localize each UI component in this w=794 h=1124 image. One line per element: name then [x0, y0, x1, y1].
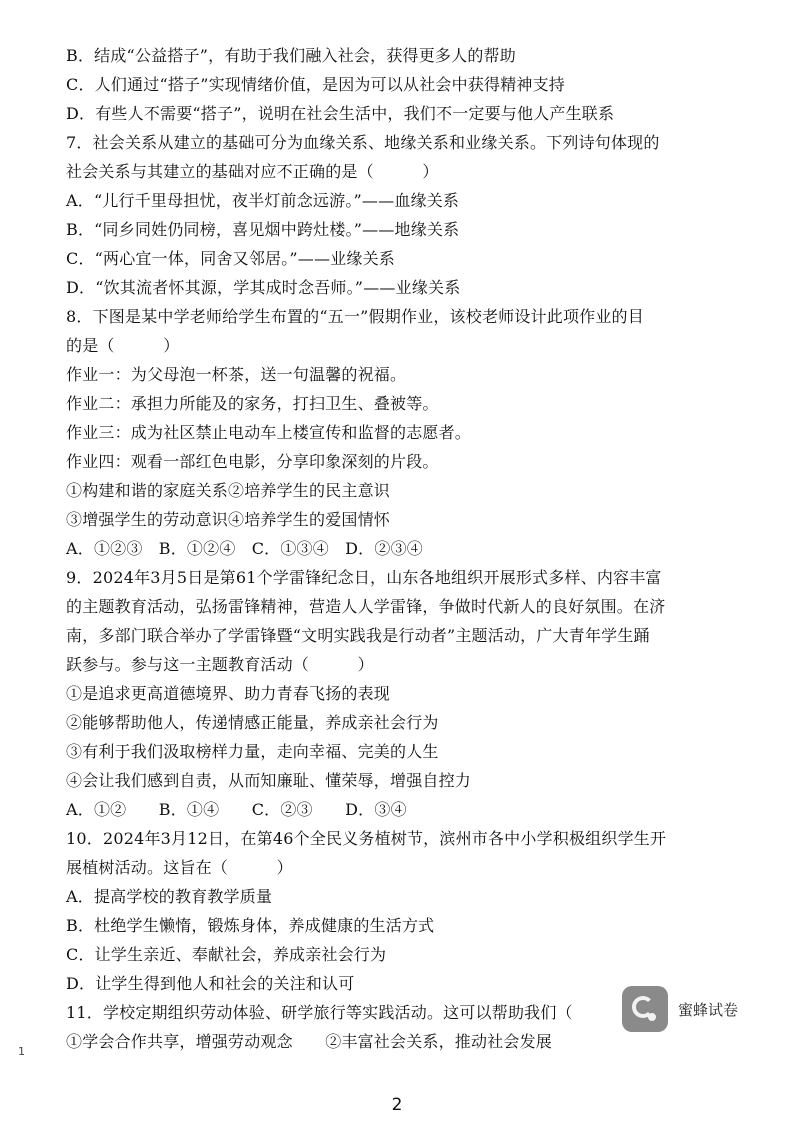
watermark-text: 蜜蜂试卷 [678, 1000, 739, 1019]
question-10-option-c: C．让学生亲近、奉献社会，养成亲社会行为 [66, 945, 387, 964]
question-9-statement-4: ④会让我们感到自责，从而知廉耻、懂荣辱，增强自控力 [66, 771, 472, 790]
question-8-statements-2: ③增强学生的劳动意识④培养学生的爱国情怀 [66, 510, 391, 529]
question-10-option-a: A．提高学校的教育教学质量 [66, 887, 273, 906]
question-9-stem-line-3: 南，多部门联合举办了学雷锋暨“文明实践我是行动者”主题活动，广大青年学生踊 [66, 626, 650, 645]
question-11-statements: ①学会合作共享，增强劳动观念 ②丰富社会关系，推动社会发展 [66, 1032, 553, 1051]
question-9-stem-line-1: 9．2024年3月5日是第61个学雷锋纪念日，山东各地组织开展形式多样、内容丰富 [66, 568, 662, 587]
bee-logo-icon [622, 986, 668, 1032]
homework-item-3: 作业三：成为社区禁止电动车上楼宣传和监督的志愿者。 [66, 423, 472, 442]
question-8-statements-1: ①构建和谐的家庭关系②培养学生的民主意识 [66, 481, 391, 500]
question-6-option-d: D．有些人不需要“搭子”，说明在社会生活中，我们不一定要与他人产生联系 [66, 104, 615, 123]
question-10-stem-line-1: 10．2024年3月12日，在第46个全民义务植树节，滨州市各中小学积极组织学生开 [66, 829, 667, 848]
question-7-option-a: A．“儿行千里母担忧，夜半灯前念远游。”——血缘关系 [66, 191, 460, 210]
page-number: 2 [391, 1095, 403, 1115]
question-10-option-d: D．让学生得到他人和社会的关注和认可 [66, 974, 355, 993]
question-7-option-d: D．“饮其流者怀其源，学其成时念吾师。”——业缘关系 [66, 278, 461, 297]
homework-item-4: 作业四：观看一部红色电影，分享印象深刻的片段。 [66, 452, 439, 471]
margin-mark: 1 [18, 1045, 25, 1058]
question-9-statement-3: ③有利于我们汲取榜样力量，走向幸福、完美的人生 [66, 742, 439, 761]
question-7-stem-line-2: 社会关系与其建立的基础对应不正确的是（ ） [66, 162, 439, 181]
question-9-choices: A．①② B．①④ C．②③ D．③④ [66, 800, 407, 819]
question-11-stem: 11．学校定期组织劳动体验、研学旅行等实践活动。这可以帮助我们（ [66, 1003, 573, 1022]
homework-item-1: 作业一：为父母泡一杯茶，送一句温馨的祝福。 [66, 365, 407, 384]
homework-item-2: 作业二：承担力所能及的家务，打扫卫生、叠被等。 [66, 394, 439, 413]
question-8-stem-line-2: 的是（ ） [66, 336, 180, 355]
question-7-stem-line-1: 7．社会关系从建立的基础可分为血缘关系、地缘关系和业缘关系。下列诗句体现的 [66, 133, 660, 152]
question-10-stem-line-2: 展植树活动。这旨在（ ） [66, 858, 293, 877]
question-9-stem-line-2: 的主题教育活动，弘扬雷锋精神，营造人人学雷锋，争做时代新人的良好氛围。在济 [66, 597, 666, 616]
question-9-statement-1: ①是追求更高道德境界、助力青春飞扬的表现 [66, 684, 391, 703]
question-6-option-b: B．结成“公益搭子”，有助于我们融入社会，获得更多人的帮助 [66, 46, 516, 65]
watermark [622, 986, 738, 1032]
question-8-stem-line-1: 8．下图是某中学老师给学生布置的“五一”假期作业，该校老师设计此项作业的目 [66, 307, 644, 326]
question-8-choices: A．①②③ B．①②④ C．①③④ D．②③④ [66, 539, 423, 558]
question-9-stem-line-4: 跃参与。参与这一主题教育活动（ ） [66, 655, 374, 674]
question-10-option-b: B．杜绝学生懒惰，锻炼身体，养成健康的生活方式 [66, 916, 435, 935]
question-9-statement-2: ②能够帮助他人，传递情感正能量，养成亲社会行为 [66, 713, 439, 732]
question-7-option-c: C．“两心宜一体，同舍又邻居。”——业缘关系 [66, 249, 396, 268]
question-7-option-b: B．“同乡同姓仍同榜，喜见烟中跨灶楼。”——地缘关系 [66, 220, 460, 239]
question-6-option-c: C．人们通过“搭子”实现情绪价值，是因为可以从社会中获得精神支持 [66, 75, 566, 94]
